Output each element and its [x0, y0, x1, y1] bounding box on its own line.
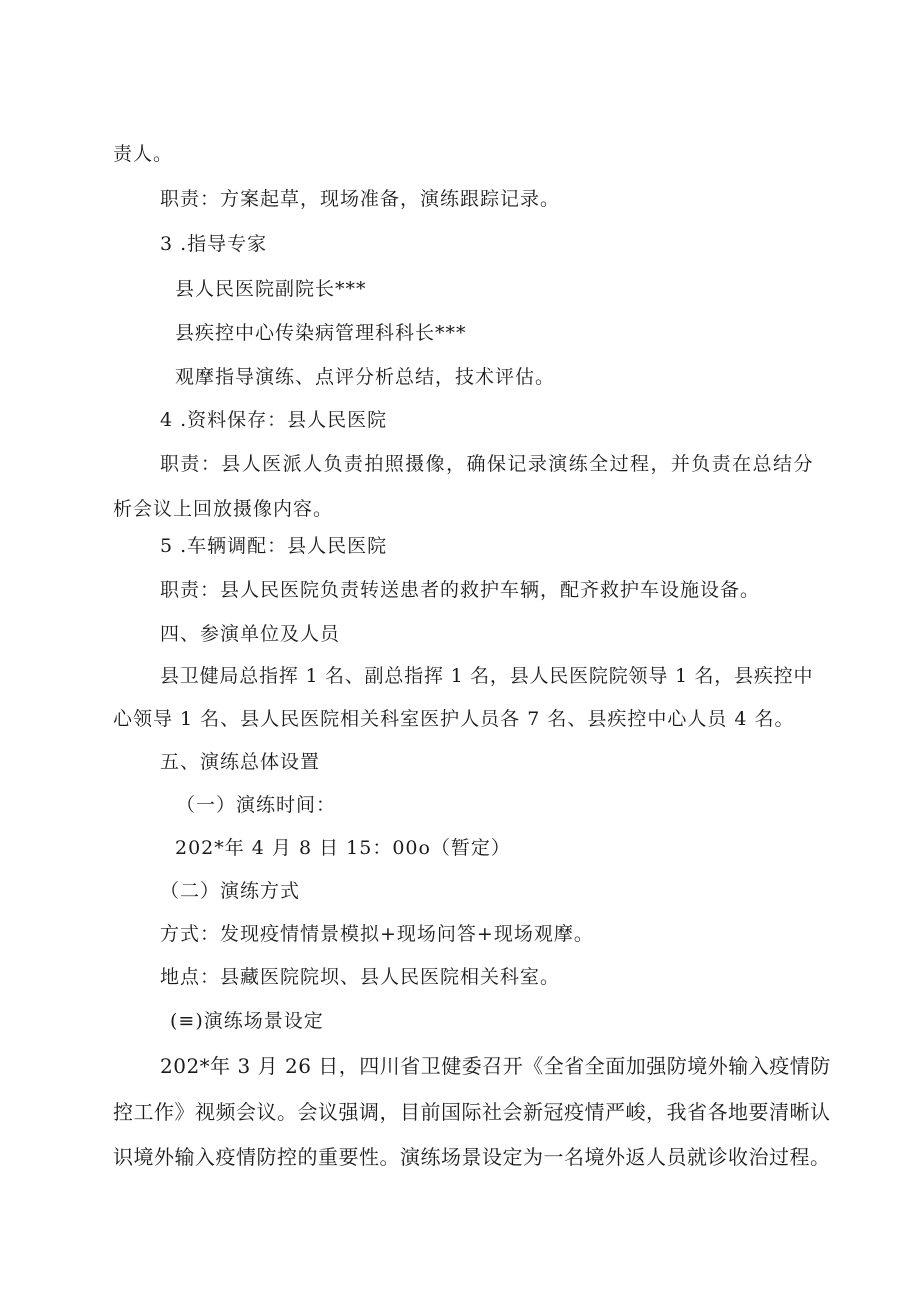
text-line: 识境外输入疫情防控的重要性。演练场景设定为一名境外返人员就诊收治过程。 — [113, 1145, 831, 1169]
section-heading: 四、参演单位及人员 — [160, 623, 341, 645]
text-line: 观摩指导演练、点评分析总结，技术评估。 — [175, 366, 556, 388]
section-heading: 5 .车辆调配：县人民医院 — [160, 535, 388, 557]
section-heading: 五、演练总体设置 — [160, 751, 321, 773]
text-line: 县人民医院副院长*** — [175, 278, 367, 300]
section-heading: 4 .资料保存：县人民医院 — [160, 409, 388, 431]
text-line: 202*年 4 月 8 日 15：00o（暂定） — [175, 837, 511, 859]
text-line: 县卫健局总指挥 1 名、副总指挥 1 名，县人民医院院领导 1 名，县疾控中 — [160, 665, 813, 687]
text-line: 地点：县藏医院院坝、县人民医院相关科室。 — [160, 966, 561, 988]
subsection-heading: （二）演练方式 — [160, 880, 301, 902]
text-line: 职责：县人民医院负责转送患者的救护车辆，配齐救护车设施设备。 — [160, 579, 761, 601]
subsection-heading: (≡)演练场景设定 — [170, 1010, 324, 1032]
text-line: 心领导 1 名、县人民医院相关科室医护人员各 7 名、县疾控中心人员 4 名。 — [113, 708, 795, 730]
text-line: 202*年 3 月 26 日，四川省卫健委召开《全省全面加强防境外输入疫情防 — [160, 1054, 831, 1078]
subsection-heading: （一）演练时间： — [176, 794, 337, 816]
text-line: 责人。 — [113, 143, 174, 165]
section-heading: 3 .指导专家 — [160, 233, 268, 255]
text-line: 职责：县人医派人负责拍照摄像，确保记录演练全过程，并负责在总结分 — [160, 453, 813, 475]
text-line: 控工作》视频会议。会议强调，目前国际社会新冠疫情严峻，我省各地要清晰认 — [113, 1100, 831, 1124]
text-line: 职责：方案起草，现场准备，演练跟踪记录。 — [160, 188, 561, 210]
text-line: 县疾控中心传染病管理科科长*** — [175, 322, 467, 344]
text-line: 方式：发现疫情情景模拟+现场问答+现场观摩。 — [160, 923, 594, 945]
text-line: 析会议上回放摄像内容。 — [113, 498, 334, 520]
